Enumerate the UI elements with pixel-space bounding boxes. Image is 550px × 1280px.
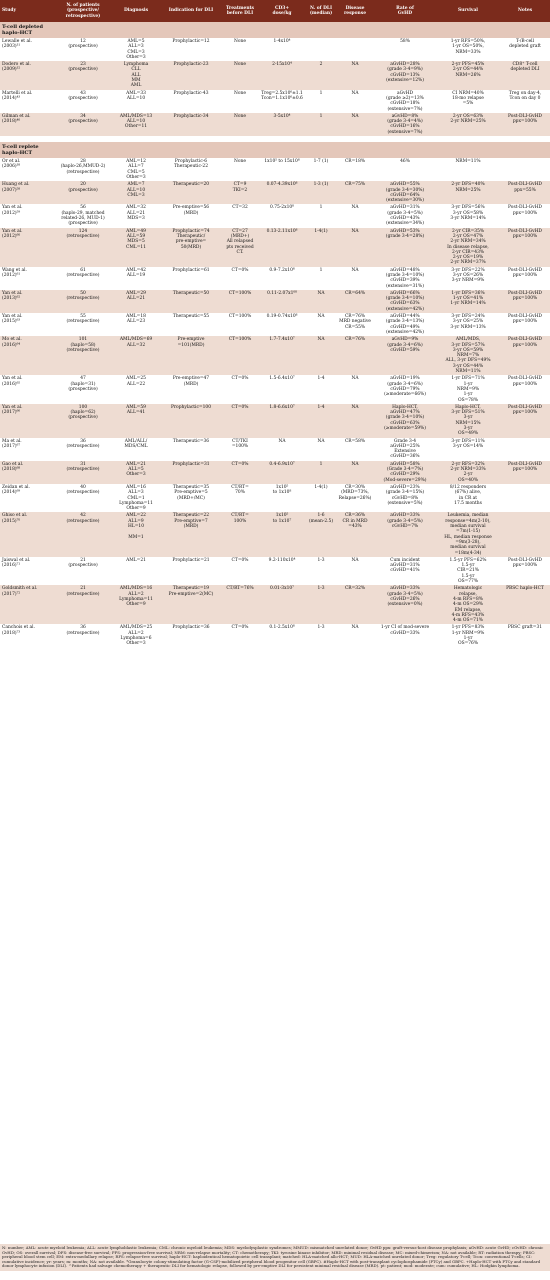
table-cell: CR=30% (MRD=73%, Relapse=26%) xyxy=(338,484,372,501)
column-header: Treatments before DLI xyxy=(222,0,258,22)
table-cell: AML/MDS, 3-yr DFS=57% 3-yr OS=59% NRM=7% ALL, 3-yr DFS=49% 3-yr OS=44% NRM=11% xyxy=(436,336,500,375)
table-cell: 1-3 (1) xyxy=(306,181,336,204)
table-cell: 1 xyxy=(306,113,336,136)
table-cell: NA xyxy=(351,557,359,563)
table-cell: Yan et al. (2017)⁶⁶ xyxy=(0,404,54,438)
table-cell: 3-yr DFS=24% 3-yr OS=25% 3-yr NRM=13% xyxy=(450,314,486,330)
table-cell: AML=7 ALL=10 CML=3 xyxy=(112,181,160,204)
table-cell: 42 (retrospective) xyxy=(54,512,112,556)
table-cell xyxy=(500,438,550,461)
table-cell: 1-6 (mean-2.5) xyxy=(306,512,336,556)
table-cell: NA xyxy=(306,290,336,313)
table-cell: CT/RT= 70% xyxy=(231,484,249,496)
table-cell: Leukemia, median response=4m(2-10), median survival =7m(1-15) HL, median response =9m(3-28), median survival =18m(4-34) xyxy=(436,512,500,556)
table-cell: 55 (retrospective) xyxy=(66,314,100,325)
table-cell: Prophylactic-6 Therapeutic-22 xyxy=(173,159,208,170)
table-row xyxy=(0,113,550,136)
column-header: Diagnosis xyxy=(112,0,160,22)
table-cell: 36 (retrospective) xyxy=(66,438,100,449)
table-cell: T-/B-cell depleted graft xyxy=(509,39,541,50)
table-cell: Post-DLI-GvHD ppx=100% xyxy=(500,336,550,375)
table-cell: Prophylactic=12 xyxy=(172,39,210,44)
table-cell: Gao et al. (2018)⁶⁸ xyxy=(0,461,54,484)
table-cell: Post-DLI-GvHD ppx=100% xyxy=(508,205,542,216)
table-cell: 21 (prospective) xyxy=(68,557,98,569)
table-cell: 56 (haplo-29, matched related-26, MUD-1) (prospective) xyxy=(61,205,105,227)
table-cell: 1-4(1) xyxy=(306,228,336,267)
table-cell: Post-DLI-GvHD ppx=100% xyxy=(508,376,542,387)
table-cell: 1-yr CI of mod-severe cGvHD=33% xyxy=(380,625,430,636)
table-cell: Treg on day-4, Tcon on day 0 xyxy=(508,90,542,101)
table-cell: Therapeutic=35 Pre-emptive=5 (MRD+/MC) xyxy=(172,484,210,501)
table-cell: CT=27 (MRD+) All relapsed pts received CT. xyxy=(222,228,258,267)
table-cell: CT/RT=76% xyxy=(222,585,258,624)
table-cell: AML=29 ALL=21 xyxy=(112,290,160,313)
table-cell: 0.07-4.39x10⁸ xyxy=(258,181,306,204)
table-cell: Ghiso et al. (2015)⁷⁰ xyxy=(0,512,54,556)
table-cell: 58% xyxy=(400,39,410,44)
table-cell: 1-3 xyxy=(306,585,336,624)
table-cell: Dodero et al. (2009)³² xyxy=(0,61,54,89)
table-cell: Prophylactic=61 xyxy=(172,267,210,273)
table-cell: AML/MDS=13 ALL=10 Other=11 xyxy=(112,113,160,136)
table-row xyxy=(0,585,550,624)
table-cell: 1-4x10⁴ xyxy=(273,39,291,44)
table-cell: 0.13-2.11x10⁸ xyxy=(258,228,306,267)
table-cell: 0.19-0.74x10⁸ xyxy=(266,314,298,320)
table-row xyxy=(0,267,550,290)
table-cell: Post-DLI-GvHD ppx=100% xyxy=(500,461,550,484)
table-cell: Prophylactic=74 Therapeutic/ pre-emptive= 50(MRD) xyxy=(160,228,222,267)
section-header-row xyxy=(0,142,550,158)
table-cell: Martelli et al. (2014)⁴³ xyxy=(2,90,33,101)
table-cell: Cum incident aGvHD=31% cGvHD=41% xyxy=(390,557,420,574)
table-cell: Prophylactic=21 xyxy=(172,557,210,563)
table-cell: CR=18% xyxy=(344,159,366,165)
table-cell: 3-yr DFS=56% 3-yr OS=58% 3-yr NRM=14% xyxy=(450,205,486,222)
table-cell: NA xyxy=(278,438,286,444)
table-cell: aGvHD=8% (grade 3-4=4%) cGvHD=16% (extensive=7%) xyxy=(374,113,436,136)
table-cell: None xyxy=(222,61,258,89)
table-cell: Grade 3-4 aGvHD=25% Extensive cGvHD=36% xyxy=(390,438,420,460)
table-cell: CR=58% xyxy=(344,438,366,444)
table-cell xyxy=(306,38,336,61)
table-cell: Ma et al. (2017)⁶⁷ xyxy=(2,438,22,449)
table-cell: PBSC graft=31 xyxy=(507,625,543,631)
table-cell: Therapeutic=20 xyxy=(160,181,222,204)
table-row xyxy=(0,90,550,113)
table-cell: Lewalle et al. (2003)³¹ xyxy=(2,39,32,50)
table-cell: Yan et al. (2015)⁶³ xyxy=(2,314,23,325)
table-cell: Prophylactic-43 xyxy=(173,90,209,96)
table-cell: NA xyxy=(351,90,359,96)
table-cell: 1-4 xyxy=(306,404,336,438)
table-row xyxy=(0,484,550,512)
section-title: T-cell depleted haplo-HCT xyxy=(0,22,550,38)
table-cell: CR=64% xyxy=(336,290,374,313)
table-cell: 47 (haplo=31) (prospective) xyxy=(68,376,98,392)
section-title: T-cell replete haplo-HCT xyxy=(0,142,550,158)
table-footnote: N: number; AML: acute myeloid leukemia; ALL: acute lymphoblastic leukemia; CML: chronic myeloid leukemia; MDS: myelodysplastic syndromes; MMUD: mismatched unrelated donor; GvHD ppx: graft-versus-host disease prophylaxis; aGvHD: acute GvHD; cGvHD: chronic GvHD; OS: overall survival; DFS: disease-free survival; PFS: progression-free survival; NRM: non-relapse mortality; CT: chemotherapy; TKI: tyrosine kinase inhibitor; MRD: minimal residual disease; MC: mixed-chimerism; NA: not available; RT: radiation therapy; PBSC: peripheral blood stem cell; EM: extra-medullary relapse; RFS: relapse-free survival; haplo-HCT: haploidentical hematopoietic cell transplant; matched: HLA-matched allo-HCT; MUD: HLA-matched unrelated donor; Treg: regulatory T-cell; Tcon: conventional T-cells; CI: cumulative incidence; yr: years; m: months; NA: not available. *Granulocyte colony-stimulating factor (G-CSF)-mobilized peripheral blood progenitor cell (GBPC). #Haplo-HCT with post-transplant cyclophosphamide (PTCy) and GBPC. +Haplo-HCT with PTCy and standard donor lymphocyte infusion (DLI). ^Patients had salvage chemotherapy + therapeutic DLI for hematologic relapse, followed by pre-emptive DLI for persistent minimal residual disease (MRD). pt: patient; mod: moderate; cum: cumulative; HL: Hodgkin lymphoma. xyxy=(0,1244,550,1271)
table-cell: Yan et al. (2013)⁶² xyxy=(0,290,54,313)
table-cell: Therapeutic=36 xyxy=(172,438,210,444)
table-cell: AML=33 ALL=10 xyxy=(126,90,146,101)
table-cell: Pre-emptive=47 (MRD) xyxy=(172,376,210,387)
table-cell: Canchois et al. (2018)⁷³ xyxy=(2,625,35,636)
table-cell: Zeidan et al. (2014)⁶⁹ xyxy=(2,484,30,496)
table-cell: 2-yr OS=63% 2-yr NRM=25% xyxy=(436,113,500,136)
table-cell: NRM=11% xyxy=(455,159,481,165)
table-cell: aGvHD=66% (grade 3-4=10%) cGvHD=63% (extensive=42%) xyxy=(374,290,436,313)
table-cell: NA xyxy=(336,228,374,267)
table-cell: 34 (prospective) xyxy=(54,113,112,136)
table-cell: Goldsmith et al. (2017)⁷² xyxy=(0,585,54,624)
column-header: Rate of GvHD xyxy=(374,0,436,22)
table-cell: Lymphoma CLL ALL MM AML xyxy=(112,61,160,89)
table-cell: 2-yr DFS=40% NRM=25% xyxy=(436,181,500,204)
table-cell: CT/RT= 100% xyxy=(222,512,258,556)
table-cell: aGvHD=33% (grade 3-4=5%) cGvHD=26% (extensive=0%) xyxy=(374,585,436,624)
table-cell: AML=21 ALL=5 Other=3 xyxy=(112,461,160,484)
table-cell: Pre-emptive =101(MRD) xyxy=(160,336,222,375)
table-cell: NA xyxy=(306,336,336,375)
table-cell: NA xyxy=(336,461,374,484)
table-cell: CT=0% xyxy=(231,557,249,563)
table-row xyxy=(0,181,550,204)
table-row xyxy=(0,61,550,89)
table-row xyxy=(0,204,550,227)
table-cell: CT/TKI =100% xyxy=(231,438,249,449)
column-header: Survival xyxy=(436,0,500,22)
column-header: Disease response xyxy=(336,0,374,22)
table-cell xyxy=(500,158,550,181)
table-cell: 28 (haplo-26,MMUD-2) (retrospective) xyxy=(60,159,106,175)
table-cell: CT=9 TKI=2 xyxy=(222,181,258,204)
table-cell: AML/MDS=16 ALL=2 Lymphoma=11 Other=9 xyxy=(112,585,160,624)
table-cell: PBSC haplo-HCT xyxy=(500,585,550,624)
table-cell: aGvHD=58% (Grade 3-4=7%) cGvHD=29% (Mod-severe=29%) xyxy=(374,461,436,484)
table-cell: Therapeutic=50 xyxy=(160,290,222,313)
table-cell: 43 (prospective) xyxy=(68,90,98,101)
table-cell: 1x10⁵ to 15x10⁸ xyxy=(264,159,300,165)
table-cell: Yan et al. (2012)⁵⁹ xyxy=(2,205,23,216)
table-cell: 101 (haplo=58) (retrospective) xyxy=(54,336,112,375)
table-cell: Yan et al. (2012)⁶⁰ xyxy=(0,228,54,267)
table-row xyxy=(0,290,550,313)
table-cell: 3-yr DFS=22% 3-yr OS=26% 3-yr NRM=9% xyxy=(451,267,485,284)
table-cell: 61 (retrospective) xyxy=(66,267,100,278)
table-cell: aGvHD (grade ≥2)=13% cGvHD=18% (extensive=7%) xyxy=(386,90,424,112)
table-cell xyxy=(500,512,550,556)
table-cell: Prophylactic-23 xyxy=(160,61,222,89)
table-cell: 2-yr RFS=32% 2-yr NRM=33% 2-yr OS=40% xyxy=(436,461,500,484)
table-row xyxy=(0,375,550,403)
table-cell: 46% xyxy=(400,159,410,165)
table-cell: 23 (prospective) xyxy=(54,61,112,89)
table-cell: aGvHD=48% (grade 3-4=10%) cGvHD=39% (extensive=31%) xyxy=(385,267,425,289)
table-cell: 40 (retrospective) xyxy=(66,484,100,496)
column-header: N. of DLI (median) xyxy=(306,0,336,22)
table-body xyxy=(0,22,550,648)
table-cell: Prophylactic=100 xyxy=(160,404,222,438)
table-cell: Gilman et al. (2018)⁴⁰ xyxy=(0,113,54,136)
table-cell: 1-yr DFS=71% 1-yr NRM=9% 1-yr OS=78% xyxy=(451,376,485,403)
table-cell: 1-4 xyxy=(317,376,325,382)
table-row xyxy=(0,404,550,438)
table-cell: None xyxy=(234,39,246,44)
table-cell: CT=100% xyxy=(222,336,258,375)
table-cell: CT=32 xyxy=(232,205,248,211)
table-cell: 20 (prospective) xyxy=(54,181,112,204)
table-cell: Post-DLI-GvHD ppx=100% xyxy=(500,290,550,313)
column-header: N. of patients (prospective/ retrospective) xyxy=(54,0,112,22)
table-row xyxy=(0,38,550,61)
table-cell: Post-DLI-GvHD ppx=100% xyxy=(508,557,542,569)
table-cell: aGvHD=55% (grade 3-4=30%) cGvHD=64% (extensive=30%) xyxy=(374,181,436,204)
table-cell: AML/MDS=25 ALL=2 Lymphoma=6 Other=3 xyxy=(119,625,153,647)
table-cell: AML=49 ALL=59 MDS=5 CML=11 xyxy=(112,228,160,267)
column-header: Study xyxy=(0,0,54,22)
table-cell: CT=0% xyxy=(231,625,249,631)
table-cell: 0.75-2x10⁸ xyxy=(270,205,294,211)
table-cell: None xyxy=(234,159,246,165)
table-cell: Post-DLI-GvHD ppx=100% xyxy=(508,267,542,278)
section-header-row xyxy=(0,22,550,38)
table-cell: 1.7-7.4x10⁷ xyxy=(258,336,306,375)
table-cell: AML=18 ALL=23 xyxy=(126,314,146,325)
table-cell: CT=100% xyxy=(228,314,252,320)
table-row xyxy=(0,158,550,181)
table-cell: aGvHD=44% (grade 3-4=13%) cGvHD=49% (extensive=42%) xyxy=(385,314,425,335)
table-cell: 1-4(1) xyxy=(314,484,328,490)
table-cell: 0.4-6.9x10⁷ xyxy=(258,461,306,484)
table-cell: CT=100% xyxy=(222,290,258,313)
table-row xyxy=(0,461,550,484)
table-row xyxy=(0,512,550,556)
table-row xyxy=(0,228,550,267)
table-cell: 21 (retrospective) xyxy=(54,585,112,624)
table-cell: Post-DLI-GvHD ppx=55% xyxy=(500,181,550,204)
table-cell xyxy=(500,484,550,512)
table-cell: AML=22 ALL=9 HL=10 MM=1 xyxy=(112,512,160,556)
table-cell: NA xyxy=(351,376,359,382)
table-cell: 2 xyxy=(306,61,336,89)
column-header: Notes xyxy=(500,0,550,22)
table-cell: 1.5-yr PFS=62% 1.5-yr CIR=21% 1.5-yr OS=77% xyxy=(449,557,487,585)
table-cell: CR=76% MRD negative CR=55% xyxy=(339,314,371,330)
table-cell: aGvHD=19% (grade 3-4=6%) cGvHD=79% (≥moderate=66%) xyxy=(384,376,426,398)
column-header: Indication for DLI xyxy=(160,0,222,22)
table-cell: Huang et al. (2007)⁵⁸ xyxy=(0,181,54,204)
table-cell: Haplo-HCT, 3-yr DFS=51% 3-yr NRM=15% 3-yr OS=49% xyxy=(436,404,500,438)
table-cell: aGvHD=31% (grade 3-4=5%) cGvHD=43% (extensive=34%) xyxy=(386,205,424,227)
table-cell: AML=12 ALL=7 CML=5 Other=3 xyxy=(126,159,146,180)
table-cell: aGvHD=53% (grade 3-4=28%) xyxy=(374,228,436,267)
table-cell: AML=32 ALL=21 MDS=3 xyxy=(126,205,146,222)
table-cell: Post-DLI-GvHD ppx=100% xyxy=(508,314,542,325)
table-cell: NA xyxy=(336,61,374,89)
table-cell: NA xyxy=(317,438,325,444)
table-cell: Prophylactic=31 xyxy=(160,461,222,484)
table-cell: NA xyxy=(351,625,359,631)
table-cell: 0.9-7.2x10⁸ xyxy=(269,267,295,273)
table-cell: 0.11-2.07x1⁰⁸ xyxy=(258,290,306,313)
table-cell: AML=25 ALL=22 xyxy=(126,376,146,387)
column-header: CD3+ dose/kg xyxy=(258,0,306,22)
table-cell: Therapeutic=19 Pre-emptive=2(MC) xyxy=(160,585,222,624)
table-cell: 1x10⁵ to 1x10⁷ xyxy=(258,512,306,556)
table-cell: 2-15x10⁴ xyxy=(258,61,306,89)
table-cell: Jaiswal et al. (2016)⁷¹ xyxy=(2,557,31,569)
table-cell: Treg=2.5x10⁶±1.1 Tcon=1.1x10⁶±0.6 xyxy=(261,90,303,101)
table-cell: 1.8-6.6x10⁷ xyxy=(258,404,306,438)
table-cell: CI NRM=40% 18-mo relapse =5% xyxy=(452,90,484,107)
table-cell: Haplo-HCT, aGvHD=47% (grade 3-4=10%) cGvHD=63% (≥moderate=59%) xyxy=(374,404,436,438)
table-cell: aGvHD=9% (grade 3-4=6%) cGvHD=59% xyxy=(374,336,436,375)
table-cell: AML/ALL/ MDS/CML xyxy=(124,438,148,449)
table-row xyxy=(0,336,550,375)
table-cell: aGvHD=33% (grade 3-4=5%) cGvHD=7% xyxy=(374,512,436,556)
table-cell xyxy=(336,38,374,61)
table-cell: Wang et al. (2012)⁶¹ xyxy=(2,267,27,278)
table-cell: NA xyxy=(317,314,325,320)
table-cell: 0.01-3x10⁷ xyxy=(258,585,306,624)
table-cell: 1 xyxy=(319,90,323,96)
table-cell: AML/MDS=69 ALL=32 xyxy=(112,336,160,375)
table-row xyxy=(0,313,550,336)
table-cell: Post-DLI-GvHD ppx=100% xyxy=(500,228,550,267)
table-cell: 3-yr DFS=11% 3-yr OS=14% xyxy=(451,438,485,449)
table-cell: AML=16 ALL=3 CML=1 Lymphoma=11 Other=9 xyxy=(119,484,153,512)
table-cell: Therapeutic=55 xyxy=(172,314,210,320)
table-cell: Post-DLI-GvHD ppx=100% xyxy=(500,113,550,136)
table-cell: NA xyxy=(351,205,359,211)
table-cell: 1-3 xyxy=(317,625,325,631)
table-cell: CR=36% CR in MRD =43% xyxy=(336,512,374,556)
table-cell: NA xyxy=(336,404,374,438)
table-cell: Post-DLI-GvHD ppx=100% xyxy=(500,404,550,438)
table-cell: 1.5-6.4x10⁷ xyxy=(269,376,295,382)
table-cell: Hematologic relapse, 4-m RFS=8% 4-m OS=29% EM relapse, 4-m RFS=43% 4-m OS=71% xyxy=(436,585,500,624)
table-cell: 12 (prospective) xyxy=(68,39,98,50)
table-cell: CT=0% xyxy=(231,376,249,382)
table-cell: 50 (retrospective) xyxy=(54,290,112,313)
table-cell: aGvHD=23% (grade 3-4=15%) cGvHD=8% (extensive=5%) xyxy=(385,484,425,506)
table-cell: 1-3 xyxy=(317,557,325,563)
table-cell: 1-yr RFS=50%, 1-yr OS=50%, NRM=33% xyxy=(450,39,486,55)
table-cell: CT=0% xyxy=(222,404,258,438)
table-cell: Therapeutic=22 Pre-emptive=7 (MRD) xyxy=(160,512,222,556)
table-cell: None xyxy=(234,90,246,96)
table-cell: 1 xyxy=(306,461,336,484)
table-cell: 124 (retrospective) xyxy=(54,228,112,267)
table-cell: 9.2-110x10⁴ xyxy=(268,557,296,563)
table-cell: CR=75% xyxy=(336,181,374,204)
table-cell: CR=76% xyxy=(336,336,374,375)
table-row xyxy=(0,624,550,647)
table-cell: Yan et al. (2016)⁶⁵ xyxy=(2,376,23,387)
table-cell: CT=0% xyxy=(222,461,258,484)
table-row xyxy=(0,438,550,461)
table-row xyxy=(0,557,550,585)
table-cell: 31 (retrospective) xyxy=(54,461,112,484)
table-cell: CD8⁺ T-cell depleted DLI xyxy=(500,61,550,89)
table-cell: AML=5 ALL=3 CML=3 Other=3 xyxy=(126,39,146,60)
table-cell: Prophylactic=36 xyxy=(172,625,210,631)
table-cell: NA xyxy=(351,267,359,273)
table-cell: Pre-emptive=56 (MRD) xyxy=(172,205,210,216)
table-cell: Mo et al. (2016)⁶⁴ xyxy=(0,336,54,375)
table-cell: AML=42 ALL=19 xyxy=(126,267,146,278)
table-cell: 0.1-2.5x10⁸ xyxy=(269,625,295,631)
table-cell: 1-yr PFS=83% 1-yr NRM=9% 1-yr OS=76% xyxy=(451,625,485,647)
table-cell: CT=0% xyxy=(231,267,249,273)
table-cell: 1-7 (1) xyxy=(313,159,329,165)
table-cell: AML=59 ALL=41 xyxy=(112,404,160,438)
table-cell: Prophylactic-34 xyxy=(160,113,222,136)
table-cell: 2-yr CIR=35% 2-yr OS=47% 2-yr NRM=34% In disease relapse, 2-yr CIR=43% 2-yr OS=19% 2-yr NRM=37% xyxy=(436,228,500,267)
table-cell: aGvHD=28% (grade 3-4=9%) cGvHD=13% (extensive=12%) xyxy=(374,61,436,89)
table-cell: 1 xyxy=(319,205,323,211)
table-cell: CR=32% xyxy=(336,585,374,624)
table-cell: AML=21 xyxy=(126,557,146,563)
table-cell: 1x10⁵ to 1x10⁸ xyxy=(272,484,292,496)
table-cell: 3-5x10⁴ xyxy=(258,113,306,136)
header-row xyxy=(0,0,550,22)
table-cell: 36 (retrospective) xyxy=(66,625,100,636)
table-cell: NA xyxy=(336,113,374,136)
table-cell: 2-yr PFS=45% 2-yr OS=44% NRM=26% xyxy=(436,61,500,89)
table-cell: 1 xyxy=(319,267,323,273)
table-cell: Or et al. (2006)³⁸ xyxy=(2,159,21,170)
table-cell: 1-yr DFS=36% 1-yr OS=41% 1-yr NRM=14% xyxy=(436,290,500,313)
table-cell: None xyxy=(222,113,258,136)
table-cell: 8/12 responders (67%) alive, in CR at 17.5 months xyxy=(449,484,487,506)
table-cell: 100 (haplo=62) (prospective) xyxy=(54,404,112,438)
